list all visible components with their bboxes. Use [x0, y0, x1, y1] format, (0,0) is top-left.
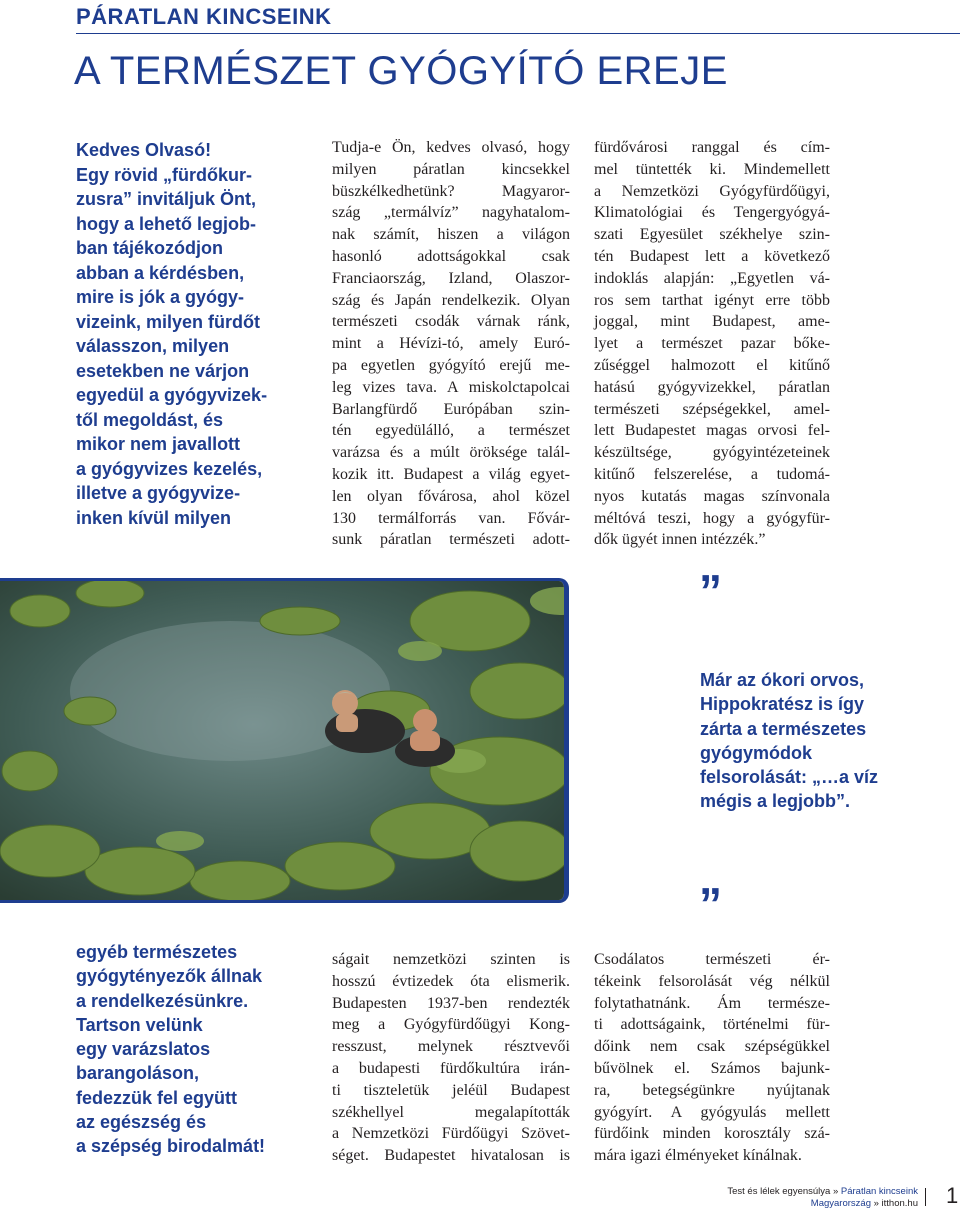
text-line: folytathatnánk. Ám természe-: [594, 994, 830, 1012]
text-line: Már az ókori orvos,: [700, 670, 865, 690]
section-label: PÁRATLAN KINCSEINK: [76, 4, 332, 29]
text-line: séget. Budapestet hivatalosan is: [332, 1147, 570, 1165]
text-line: büszkélkedhetünk? Magyaror-: [332, 182, 570, 200]
text-line: a Nemzetközi Gyógyfürdőügyi,: [594, 182, 830, 200]
text-line: Kedves Olvasó!: [76, 140, 212, 160]
text-line: Budapesten 1937-ben rendezték: [332, 994, 570, 1012]
text-line: zárta a természetes: [700, 718, 867, 739]
text-line: joggal, mint Budapest, ame-: [594, 313, 830, 331]
footer-line-1: [727, 1186, 918, 1198]
text-line: fürdővárosi ranggal és cím-: [594, 139, 830, 156]
text-line: Csodálatos természeti ér-: [594, 951, 830, 968]
footer-publication: Test és lélek egyensúlya: [727, 1186, 831, 1197]
text-line: gyógytényezők állnak: [76, 966, 263, 987]
text-line: válasszon, milyen: [76, 336, 230, 356]
page-number: 1: [946, 1183, 959, 1208]
text-line: ti tiszteletük jeléül Budapest: [332, 1081, 570, 1099]
text-line: milyen páratlan kincsekkel: [332, 160, 570, 178]
photo-illustration: [0, 581, 564, 900]
text-line: től megoldást, és: [76, 409, 224, 430]
text-line: ros sem tarthat igényt erre több: [594, 291, 830, 309]
text-line: hasonló adottságokkal csak: [332, 247, 570, 265]
text-line: a Nemzetközi Fürdőügyi Szövet-: [332, 1125, 570, 1143]
text-line: mikor nem javallott: [76, 434, 241, 454]
pull-quote: [700, 668, 878, 814]
text-line: a gyógyvizes kezelés,: [76, 458, 263, 479]
text-line: a szépség birodalmát!: [76, 1136, 266, 1157]
text-line: leg vizes tava. A miskolctapolcai: [332, 378, 570, 396]
footer-line-2: [727, 1198, 918, 1210]
text-line: Klimatológiai és Tengergyógyá-: [594, 204, 830, 222]
text-line: Tudja-e Ön, kedves olvasó, hogy: [332, 139, 570, 156]
text-line: esetekben ne várjon: [76, 360, 250, 381]
text-line: készültsége, gyógyintézeteinek: [594, 444, 830, 462]
text-line: természeti csodák várnak ránk,: [332, 313, 570, 331]
text-line: hogy a lehető legjob-: [76, 213, 257, 234]
text-line: felsorolását: „…a víz: [700, 767, 879, 788]
text-line: resszust, melynek résztvevői: [332, 1038, 570, 1056]
text-line: Barlangfürdő Európában szin-: [332, 400, 570, 418]
text-line: fürdőink minden korosztály szá-: [594, 1125, 830, 1143]
text-line: lett Budapestet magas orvosi fel-: [594, 422, 830, 440]
text-line: sunk páratlan természeti adott-: [332, 531, 570, 549]
body-column-1: [332, 137, 570, 551]
lake-bathers-photo: [0, 578, 569, 903]
text-line: szág és Japán rendelkezik. Olyan: [332, 291, 570, 309]
text-line: illetve a gyógyvize-: [76, 483, 241, 503]
text-line: hatású gyógyvizekkel, páratlan: [594, 378, 830, 396]
text-line: inken kívül milyen: [76, 507, 232, 528]
text-line: zusra” invitáljuk Önt,: [76, 189, 257, 209]
text-line: gyógyírt. A gyógyulás mellett: [594, 1103, 830, 1121]
text-line: méltóvá teszi, hogy a gyógyfür-: [594, 509, 830, 527]
text-line: nyos kutatás magas színvonala: [594, 487, 830, 505]
text-line: mire is jók a gyógy-: [76, 287, 245, 307]
footer-section: Páratlan kincseink: [840, 1186, 918, 1197]
text-line: szati Egyesület székhelye szin-: [594, 226, 830, 244]
text-line: tékeink felsorolását vég nélkül: [594, 972, 830, 990]
text-line: nak számít, hiszen a világon: [332, 226, 570, 244]
text-line: székhellyel megalapították: [332, 1103, 570, 1121]
text-line: Hippokratész is így: [700, 694, 865, 715]
lead-paragraph-continued: [76, 940, 265, 1159]
text-line: egy varázslatos: [76, 1039, 211, 1060]
text-line: a budapesti fürdőkultúra irán-: [332, 1059, 570, 1077]
text-line: Franciaország, Izland, Olaszor-: [332, 269, 570, 287]
text-line: természeti szépségekkel, amel-: [594, 400, 830, 418]
text-line: mára igazi élményeket kínálnak.: [594, 1147, 802, 1165]
text-line: egyéb természetes: [76, 942, 238, 962]
text-line: Tartson velünk: [76, 1014, 203, 1035]
page-title: A TERMÉSZET GYÓGYÍTÓ EREJE: [74, 49, 728, 93]
text-line: lyet a természet pazar bőke-: [594, 335, 830, 353]
text-line: vizeink, milyen fürdőt: [76, 311, 261, 332]
text-line: 130 termálforrás van. Fővár-: [332, 509, 570, 527]
footer-separator: »: [830, 1186, 841, 1197]
text-line: mel tüntették ki. Mindemellett: [594, 160, 830, 178]
text-line: pa egyetlen gyógyító erejű me-: [332, 356, 570, 374]
text-line: az egészség és: [76, 1112, 207, 1133]
text-line: barangoláson,: [76, 1063, 200, 1084]
header-rule: [76, 33, 960, 34]
text-line: a rendelkezésünkre.: [76, 990, 249, 1011]
text-line: fedezzük fel együtt: [76, 1087, 238, 1108]
text-line: mégis a legjobb”.: [700, 791, 851, 812]
text-line: meg a Gyógyfürdőügyi Kong-: [332, 1016, 570, 1034]
text-line: egyedül a gyógyvizek-: [76, 385, 268, 405]
text-line: kitűnő felszerelése, a tudomá-: [594, 465, 830, 483]
footer-website: itthon.hu: [881, 1198, 918, 1209]
text-line: Egy rövid „fürdőkur-: [76, 164, 253, 185]
text-line: hosszú évtizedek óta elismerik.: [332, 972, 570, 990]
footer-country: Magyarország: [810, 1198, 871, 1209]
body-column-4: [594, 949, 830, 1167]
lead-paragraph: [76, 138, 267, 530]
text-line: gyógymódok: [700, 742, 813, 763]
text-line: tén Budapest lett a következő: [594, 247, 830, 265]
text-line: mint a Hévízi-tó, amely Euró-: [332, 335, 570, 353]
text-line: ban tájékozódjon: [76, 238, 224, 258]
body-column-2: [594, 137, 830, 551]
page-footer: [727, 1186, 918, 1210]
text-line: bűvölnek el. Számos bajunk-: [594, 1059, 830, 1077]
quote-open-mark: ”: [699, 565, 722, 617]
text-line: tén egyedülálló, a természet: [332, 422, 570, 440]
text-line: ti adottságaink, történelmi für-: [594, 1016, 830, 1034]
text-line: kozik itt. Budapest a világ egyet-: [332, 465, 570, 483]
text-line: len olyan fővárosa, ahol közel: [332, 487, 570, 505]
body-column-3: [332, 949, 570, 1167]
text-line: indoklás alapján: „Egyetlen vá-: [594, 269, 830, 287]
text-line: szág „termálvíz” nagyhatalom-: [332, 204, 570, 222]
text-line: dőink nem csak szépségükkel: [594, 1038, 830, 1056]
text-line: varázsa és a múlt öröksége talál-: [332, 444, 570, 462]
text-line: ra, betegségünkre nyújtanak: [594, 1081, 830, 1099]
quote-close-mark: ”: [699, 878, 722, 930]
text-line: zűséggel halmozott el kitűnő: [594, 356, 830, 374]
text-line: abban a kérdésben,: [76, 262, 245, 283]
text-line: ságait nemzetközi szinten is: [332, 951, 570, 968]
footer-separator: »: [870, 1198, 882, 1209]
text-line: dők ügyét innen intézzék.”: [594, 531, 766, 549]
footer-divider: [925, 1188, 926, 1206]
